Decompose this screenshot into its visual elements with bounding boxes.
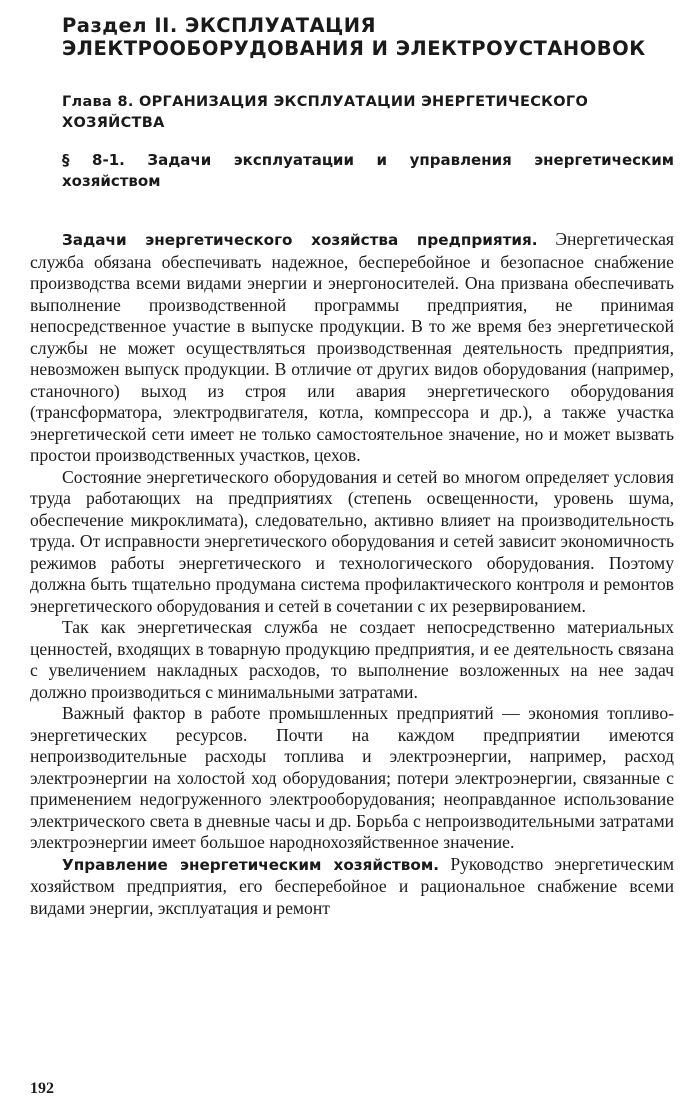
run-in-heading-management: Управление энергетическим хозяйством. bbox=[62, 855, 440, 874]
paragraph-energy-saving bbox=[30, 703, 674, 854]
paragraph-energy-tasks bbox=[30, 229, 674, 467]
paragraph-title: § 8-1. Задачи эксплуатации и управления энергетическим хозяйством bbox=[62, 151, 674, 190]
paragraph-energy-management bbox=[30, 854, 674, 920]
paragraph-text: Руководство энергетическим хозяйством предприятия, его бесперебойное и рациональное снабжение всеми видами энергии, эксплуатация и ремонт bbox=[30, 853, 675, 918]
paragraph-text: Так как энергетическая служба не создает непосредственно материальных ценностей, входящих в товарную продукцию предприятия, и ее деятельность связана с увеличением накладных расходов, то выполнение возложенных на нее задач должно производиться с минимальными затратами. bbox=[30, 617, 674, 702]
paragraph-minimal-costs bbox=[30, 617, 674, 703]
body-text bbox=[30, 229, 674, 919]
section-title: Раздел II. ЭКСПЛУАТАЦИЯ ЭЛЕКТРООБОРУДОВАНИЯ И ЭЛЕКТРОУСТАНОВОК bbox=[62, 14, 646, 60]
chapter-title: Глава 8. ОРГАНИЗАЦИЯ ЭКСПЛУАТАЦИИ ЭНЕРГЕТИЧЕСКОГО ХОЗЯЙСТВА bbox=[62, 94, 589, 131]
paragraph-text: Важный фактор в работе промышленных предприятий — экономия топливо-энергетических ресурсов. Почти на каждом предприятии имеются непроизводительные расходы топлива и электроэнергии, например, расход электроэнергии на холостой ход оборудования; потери электроэнергии, связанные с применением недогруженного электрооборудования; неоправданное использование электрического света в дневные часы и др. Борьба с непроизводительными затратами электроэнергии имеет большое народнохозяйственное значение. bbox=[30, 703, 674, 852]
paragraph-text: Состояние энергетического оборудования и сетей во многом определяет условия труда работающих на предприятиях (степень освещенности, уровень шума, обеспечение микроклимата), следовательно, активно влияет на производительность труда. От исправности энергетического оборудования и сетей зависит экономичность режимов работы энергетического и технологического оборудования. Поэтому должна быть тщательно продумана система профилактического контроля и ремонтов энергетического оборудования и сетей в сочетании с их резервированием. bbox=[30, 466, 674, 616]
paragraph-text: Энергетическая служба обязана обеспечивать надежное, бесперебойное и безопасное снабжение производства всеми видами энергии и энергоносителей. Она призвана обеспечивать выполнение производственной программы предприятия, не принимая непосредственное участие в выпуске продукции. В то же время без энергетической службы не может осуществляться производственная деятельность предприятия, невозможен выпуск продукции. В отличие от других видов оборудования (например, станочного) выход из строя или авария энергетического оборудования (трансформатора, электродвигателя, котла, компрессора и др.), а также участка энергетической сети имеет не только самостоятельное значение, но и может вызвать простои производственных участков, цехов. bbox=[30, 229, 674, 465]
paragraph-equipment-state bbox=[30, 467, 674, 618]
page-number: 192 bbox=[30, 1080, 54, 1097]
run-in-heading-tasks: Задачи энергетического хозяйства предприятия. bbox=[62, 231, 538, 249]
